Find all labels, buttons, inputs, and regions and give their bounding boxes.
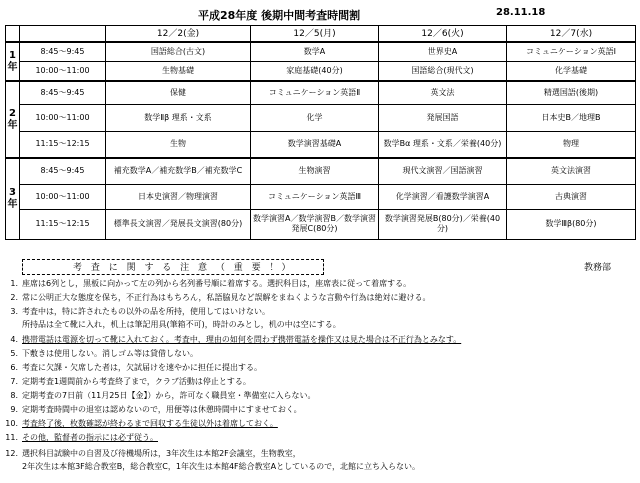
grade-label: 3年: [6, 158, 20, 239]
period-time: 8:45～9:45: [20, 158, 106, 184]
subject-cell: 補充数学A／補充数学B／補充数学C: [106, 158, 251, 184]
subject-cell: 英文法演習: [507, 158, 636, 184]
subject-cell: コミュニケーション英語Ⅰ: [507, 42, 636, 61]
period-time: 10:00～11:00: [20, 61, 106, 81]
rule-item: 5. 下敷きは使用しない。消しゴム等は貸借しない。: [10, 349, 198, 358]
subject-cell: コミュニケーション英語Ⅱ: [251, 81, 379, 104]
rule-item: 11. その他，監督者の指示には必ず従う。: [5, 433, 158, 442]
rule-text: 携帯電話は電源を切って靴に入れておく。考査中，理由の如何を問わず携帯電話を操作又は見た場合は不正行為とみなす。: [22, 335, 462, 344]
day-header: 12／7(水): [507, 26, 636, 43]
notice-heading: 考 査 に 関 す る 注 意 （ 重 要 ！）: [73, 263, 294, 273]
subject-cell: 化学演習／看護数学演習A: [379, 184, 507, 209]
subject-cell: 数学Ⅱβ 理系・文系: [106, 104, 251, 131]
rule-item: [0, 320, 341, 330]
exam-timetable: [5, 25, 636, 240]
issue-date: 28.11.18: [496, 7, 546, 18]
subject-cell: 家庭基礎(40分): [251, 61, 379, 81]
rule-text: 考査終了後，枚数確認が終わるまで回収する生徒以外は着席しておく。: [22, 419, 278, 428]
subject-cell: 化学: [251, 104, 379, 131]
page-title: 平成28年度 後期中間考査時間割: [198, 9, 361, 22]
subject-cell: 世界史A: [379, 42, 507, 61]
corner-cell: [6, 26, 20, 43]
rule-item: 7. 定期考査1週間前から考査終了まで，クラブ活動は停止とする。: [10, 377, 251, 386]
timetable-row: [6, 184, 636, 209]
grade-label: 2年: [6, 81, 20, 158]
subject-cell: 発展国語: [379, 104, 507, 131]
subject-cell: 日本史B／地理B: [507, 104, 636, 131]
period-time: 8:45～9:45: [20, 81, 106, 104]
subject-cell: 生物基礎: [106, 61, 251, 81]
period-time: 11:15～12:15: [20, 131, 106, 158]
period-time: 10:00～11:00: [20, 184, 106, 209]
subject-cell: 数学演習A／数学演習B／数学演習発展C(80分): [251, 209, 379, 239]
subject-cell: 数学Bα 理系・文系／栄養(40分): [379, 131, 507, 158]
subject-cell: 日本史演習／物理演習: [106, 184, 251, 209]
timetable-row: [6, 61, 636, 81]
period-time: 10:00～11:00: [20, 104, 106, 131]
subject-cell: 数学Ⅲβ(80分): [507, 209, 636, 239]
subject-cell: 生物: [106, 131, 251, 158]
rule-text: 考査中は，特に許されたもの以外の品を所持，使用してはいけない。: [22, 307, 270, 316]
rule-text: 選択科目試験中の自習及び待機場所は，3年次生は本館2F会議室，生物教室，: [22, 449, 301, 458]
subject-cell: 標準長文演習／発展長文演習(80分): [106, 209, 251, 239]
rule-text: 所持品は全て靴に入れ，机上は筆記用具(筆箱不可)，時計のみとし，机の中は空にする。: [22, 320, 341, 329]
timetable-row: [6, 104, 636, 131]
subject-cell: 物理: [507, 131, 636, 158]
rule-text: 考査に欠課・欠席した者は，欠試届けを速やかに担任に提出する。: [22, 363, 262, 372]
day-header-row: [6, 26, 636, 43]
rule-text: 定期考査時間中の退室は認めないので，用便等は休憩時間中にすませておく。: [22, 405, 302, 414]
rule-text: 定期考査の7日前（11月25日【金】）から，許可なく職員室・準備室に入らない。: [22, 391, 316, 400]
rule-item: 1. 座席は6列とし，黒板に向かって左の列から名列番号順に着席する。選択科目は，座席表に従って着席する。: [10, 279, 412, 288]
subject-cell: コミュニケーション英語Ⅲ: [251, 184, 379, 209]
period-time: 8:45～9:45: [20, 42, 106, 61]
rule-item: 2. 常に公明正大な態度を保ち，不正行為はもちろん，私語脇見など誤解をまねくような言動や行為は絶対に避ける。: [10, 293, 431, 302]
subject-cell: 数学演習基礎A: [251, 131, 379, 158]
day-header: 12／5(月): [251, 26, 379, 43]
timetable-row: [6, 209, 636, 239]
rule-item: 6. 考査に欠課・欠席した者は，欠試届けを速やかに担任に提出する。: [10, 363, 262, 372]
rule-item: 9. 定期考査時間中の退室は認めないので，用便等は休憩時間中にすませておく。: [10, 405, 302, 414]
rule-text: 定期考査1週間前から考査終了まで，クラブ活動は停止とする。: [22, 377, 251, 386]
rule-item: [0, 462, 420, 472]
timetable-row: [6, 42, 636, 61]
rule-text: 下敷きは使用しない。消しゴム等は貸借しない。: [22, 349, 198, 358]
department-name: 教務部: [584, 263, 612, 273]
rule-item: 8. 定期考査の7日前（11月25日【金】）から，許可なく職員室・準備室に入らない。: [10, 391, 316, 400]
time-header-cell: [20, 26, 106, 43]
subject-cell: 数学演習発展B(80分)／栄養(40分): [379, 209, 507, 239]
grade-label: 1年: [6, 42, 20, 81]
notice-heading-box: [22, 259, 324, 275]
subject-cell: 現代文演習／国語演習: [379, 158, 507, 184]
subject-cell: 国語総合(現代文): [379, 61, 507, 81]
subject-cell: 数学A: [251, 42, 379, 61]
timetable-row: [6, 81, 636, 104]
subject-cell: 英文法: [379, 81, 507, 104]
rule-item: 10. 考査終了後，枚数確認が終わるまで回収する生徒以外は着席しておく。: [5, 419, 278, 428]
rule-item: 12. 選択科目試験中の自習及び待機場所は，3年次生は本館2F会議室，生物教室，: [5, 449, 301, 458]
timetable-row: [6, 158, 636, 184]
timetable-row: [6, 131, 636, 158]
period-time: 11:15～12:15: [20, 209, 106, 239]
rule-text: その他，監督者の指示には必ず従う。: [22, 433, 158, 442]
day-header: 12／2(金): [106, 26, 251, 43]
subject-cell: 保健: [106, 81, 251, 104]
subject-cell: 精選国語(後期): [507, 81, 636, 104]
rule-text: 常に公明正大な態度を保ち，不正行為はもちろん，私語脇見など誤解をまねくような言動や行為は絶対に避ける。: [22, 293, 431, 302]
subject-cell: 古典演習: [507, 184, 636, 209]
subject-cell: 生物演習: [251, 158, 379, 184]
rule-item: 4. 携帯電話は電源を切って靴に入れておく。考査中，理由の如何を問わず携帯電話を操作又は見た場合は不正行為とみなす。: [10, 335, 462, 344]
rule-text: 座席は6列とし，黒板に向かって左の列から名列番号順に着席する。選択科目は，座席表に従って着席する。: [22, 279, 412, 288]
rule-item: 3. 考査中は，特に許されたもの以外の品を所持，使用してはいけない。: [10, 307, 270, 316]
page-header: [0, 7, 640, 23]
subject-cell: 化学基礎: [507, 61, 636, 81]
subject-cell: 国語総合(古文): [106, 42, 251, 61]
day-header: 12／6(火): [379, 26, 507, 43]
rule-text: 2年次生は本館3F総合教室B，総合教室C，1年次生は本館4F総合教室Aとしているので，北館に立ち入らない。: [22, 462, 420, 471]
